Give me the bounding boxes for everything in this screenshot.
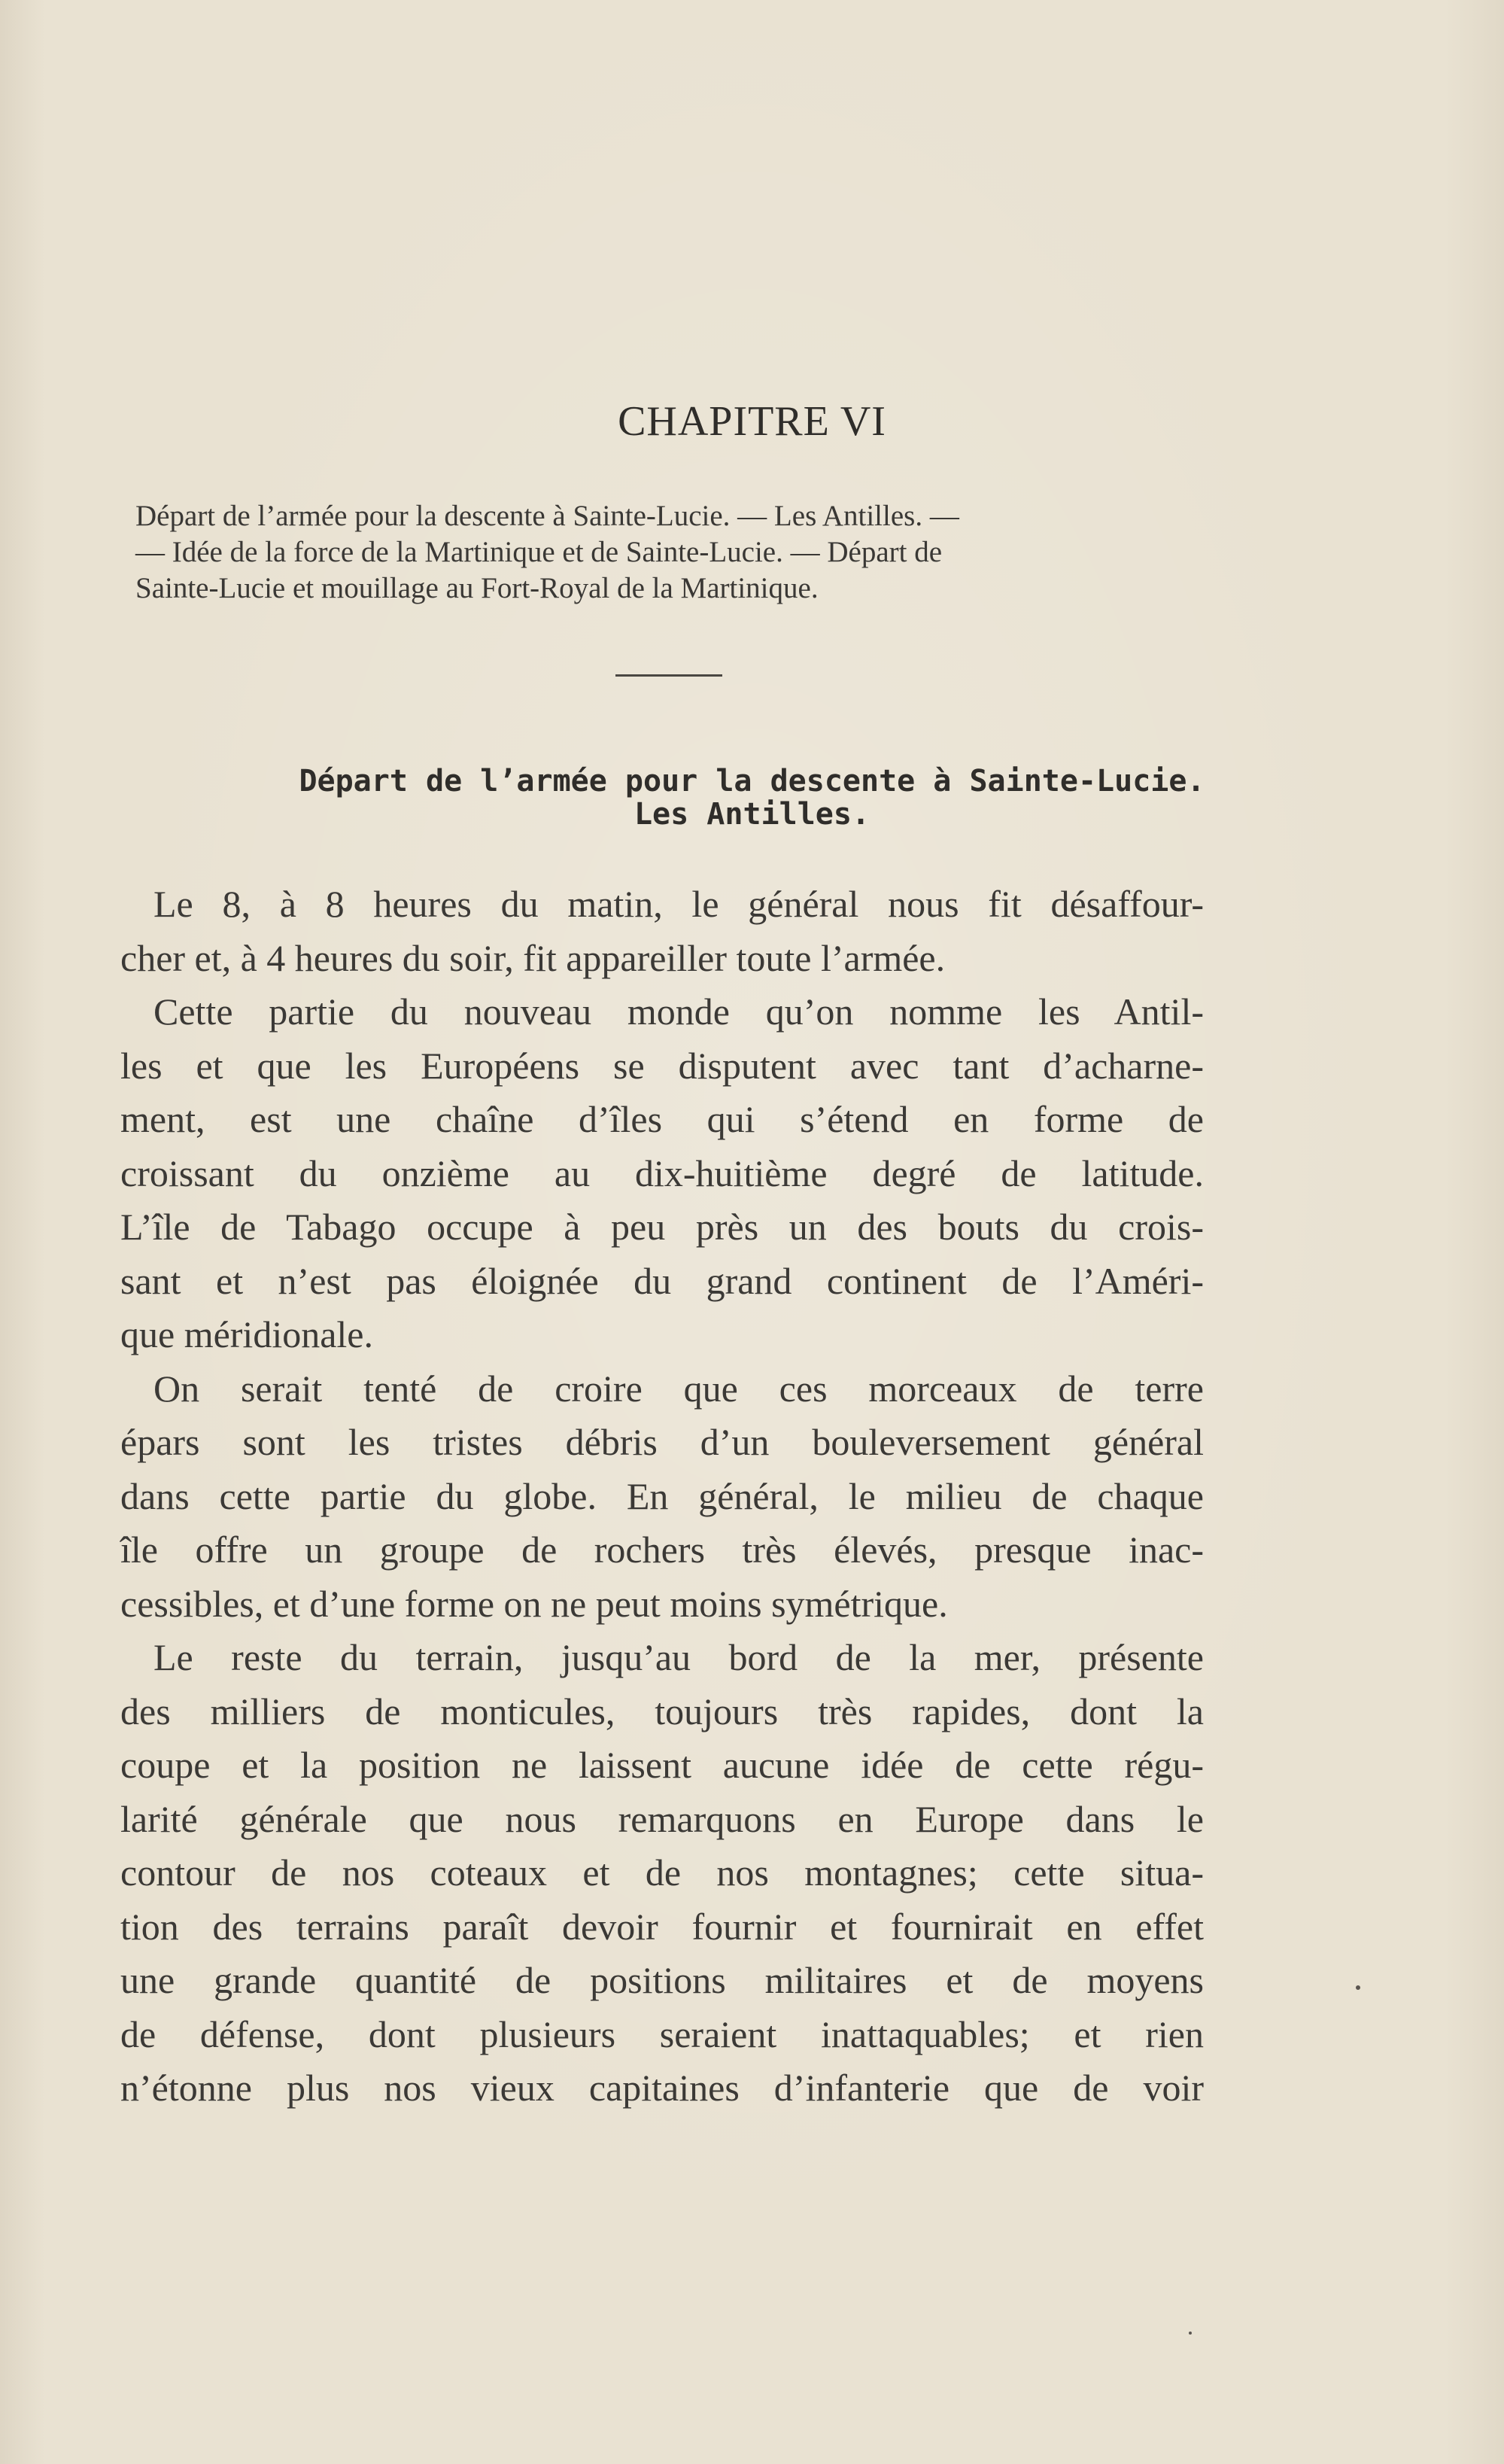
section-divider xyxy=(615,674,722,677)
body-line: tion des terrains paraît devoir fournir et fournirait en effet xyxy=(120,1905,1204,1948)
body-line: coupe et la position ne laissent aucune idée de cette régu- xyxy=(120,1744,1204,1786)
body-line: île offre un groupe de rochers très élevés, presque inac- xyxy=(120,1529,1204,1571)
body-line: Cette partie du nouveau monde qu’on nomme les Antil- xyxy=(153,990,1204,1033)
body-line: Le reste du terrain, jusqu’au bord de la mer, présente xyxy=(153,1636,1204,1678)
body-text xyxy=(120,878,1204,2116)
chapter-title: CHAPITRE VI xyxy=(618,398,886,445)
summary-line: — Idée de la force de la Martinique et de Sainte-Lucie. — Départ de xyxy=(135,536,943,568)
summary-line: Sainte-Lucie et mouillage au Fort-Royal de la Martinique. xyxy=(135,572,819,604)
body-line: cher et, à 4 heures du soir, fit appareiller toute l’armée. xyxy=(120,936,946,979)
body-line: les et que les Européens se disputent avec tant d’acharne- xyxy=(120,1044,1204,1087)
body-line: dans cette partie du globe. En général, le milieu de chaque xyxy=(120,1474,1204,1517)
body-line: sant et n’est pas éloignée du grand continent de l’Améri- xyxy=(120,1259,1204,1302)
body-line: cessibles, et d’une forme on ne peut moins symétrique. xyxy=(120,1582,948,1625)
body-line: On serait tenté de croire que ces morceaux de terre xyxy=(153,1367,1204,1410)
body-line: n’étonne plus nos vieux capitaines d’infanterie que de voir xyxy=(120,2067,1204,2109)
section-heading-line: Départ de l’armée pour la descente à Sainte-Lucie. xyxy=(299,764,1205,799)
section-heading-line: Les Antilles. xyxy=(634,797,870,832)
body-line: des milliers de monticules, toujours très rapides, dont la xyxy=(120,1690,1204,1732)
body-line: contour de nos coteaux et de nos montagnes; cette situa- xyxy=(120,1851,1204,1894)
body-line: L’île de Tabago occupe à peu près un des bouts du crois- xyxy=(120,1206,1204,1248)
body-line: larité générale que nous remarquons en Europe dans le xyxy=(120,1797,1204,1840)
body-line: Le 8, à 8 heures du matin, le général nous fit désaffour- xyxy=(153,883,1204,925)
body-line: une grande quantité de positions militaires et de moyens xyxy=(120,1959,1204,2001)
body-line: que méridionale. xyxy=(120,1313,373,1355)
body-line: ment, est une chaîne d’îles qui s’étend en forme de xyxy=(120,1098,1204,1140)
summary-line: Départ de l’armée pour la descente à Sainte-Lucie. — Les Antilles. — xyxy=(135,500,959,532)
section-heading xyxy=(0,765,1504,831)
body-line: croissant du onzième au dix-huitième degré de latitude. xyxy=(120,1151,1204,1194)
body-line: de défense, dont plusieurs seraient inattaquables; et rien xyxy=(120,2012,1204,2055)
paper-speck xyxy=(1189,2332,1192,2335)
body-line: épars sont les tristes débris d’un bouleversement général xyxy=(120,1421,1204,1463)
chapter-summary xyxy=(120,498,1204,607)
paper-speck xyxy=(1356,1985,1360,1990)
